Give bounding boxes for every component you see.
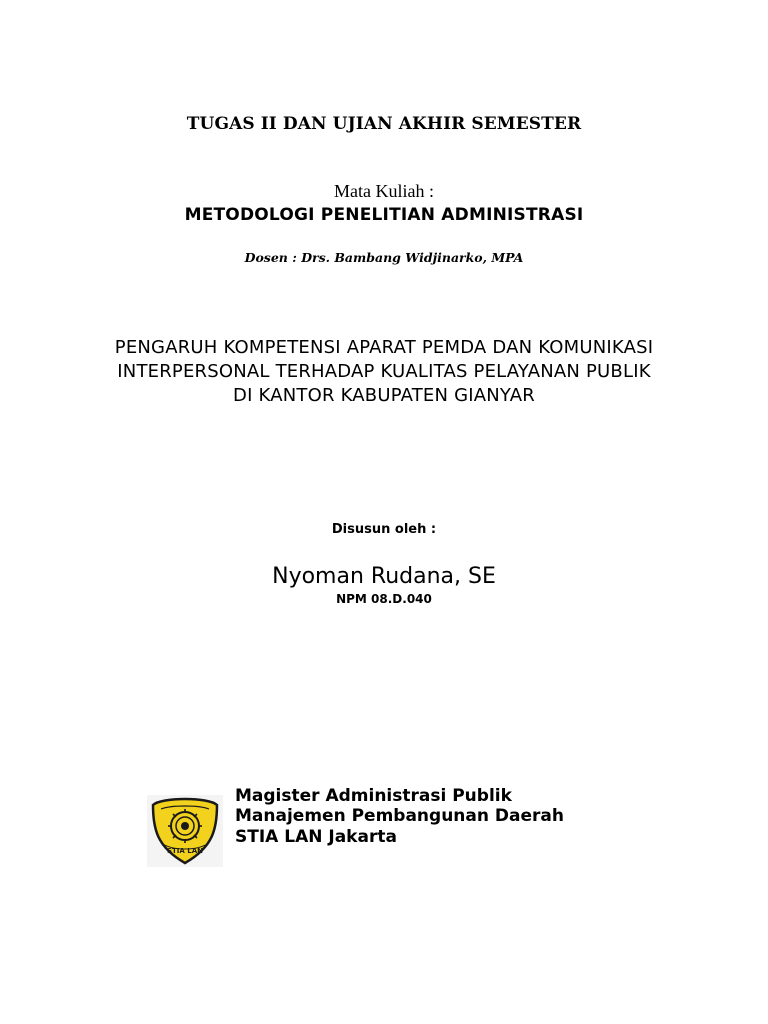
author-npm: NPM 08.D.040 (336, 592, 432, 606)
logo-text: STIA LAN (166, 847, 204, 855)
thesis-title-line-1: PENGARUH KOMPETENSI APARAT PEMDA DAN KOMUNIKASI (114, 337, 654, 358)
thesis-title-line-2: INTERPERSONAL TERHADAP KUALITAS PELAYANAN PUBLIK (117, 361, 651, 382)
prepared-by-label: Disusun oleh : (331, 522, 437, 537)
institution-line-1: Magister Administrasi Publik (235, 786, 512, 806)
institution-line-3: STIA LAN Jakarta (235, 827, 397, 847)
author-name: Nyoman Rudana, SE (272, 564, 496, 589)
thesis-title-line-3: DI KANTOR KABUPATEN GIANYAR (233, 385, 535, 406)
course-label: Mata Kuliah : (334, 181, 434, 201)
stia-lan-logo-icon (147, 795, 223, 867)
course-name: METODOLOGI PENELITIAN ADMINISTRASI (184, 205, 584, 225)
document-title: TUGAS II DAN UJIAN AKHIR SEMESTER (186, 114, 582, 134)
institution-line-2: Manajemen Pembangunan Daerah (235, 806, 564, 826)
lecturer-line: Dosen : Drs. Bambang Widjinarko, MPA (244, 250, 524, 265)
